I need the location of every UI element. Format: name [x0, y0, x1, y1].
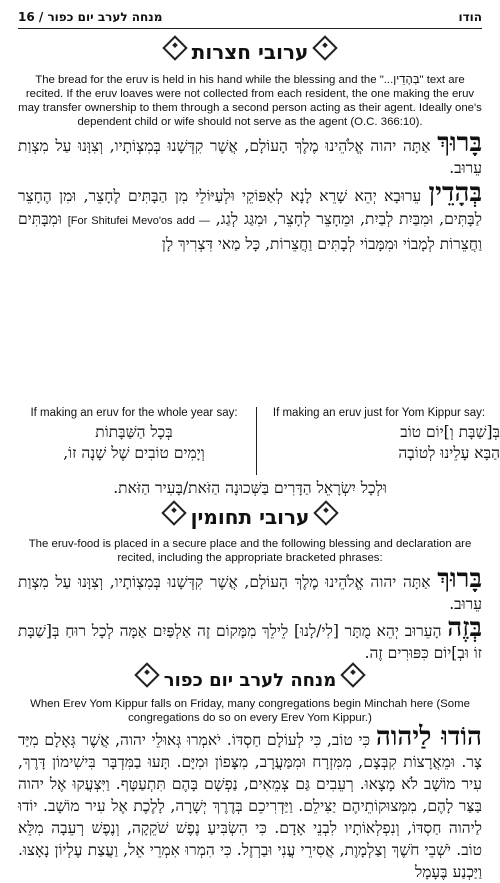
bracha-text: אַתָּה יהוה אֱלֹהֵינוּ מֶלֶךְ הָעוֹלָם, אֲשֶׁר קִדְּשָׁנוּ בְּמִצְוֹתָיו, וְצִוָּנוּ עַל מִצְוַת עֵרוּב.: [18, 573, 482, 613]
yom-kippur-option: [258, 407, 500, 475]
ornament-icon: [161, 500, 186, 525]
mincha-title: [0, 668, 500, 691]
section-title-text: מנחה לערב יום כפור: [163, 670, 337, 691]
eruv-options: [18, 407, 500, 475]
hodu-opening-words: הוֹדוּ לַיהוה: [375, 722, 482, 752]
yom-kippur-caption: If making an eruv just for Yom Kippur say:: [272, 407, 486, 419]
shitufei-note-text: For Shitufei Mevo'os add: [70, 215, 195, 227]
eruv-techumin-declaration: [18, 613, 482, 664]
yom-kippur-line-1: בְּ[שַׁבָּת וְ]יוֹם טוֹב: [400, 423, 500, 441]
eruv-chatzeros-declaration: [18, 178, 482, 256]
ornament-icon: [134, 662, 159, 687]
eruv-techumin-bracha: [18, 564, 482, 615]
section-title-text: ערובי תחומין: [190, 505, 310, 529]
bracha-text: אַתָּה יהוה אֱלֹהֵינוּ מֶלֶךְ הָעוֹלָם, אֲשֶׁר קִדְּשָׁנוּ בְּמִצְוֹתָיו, וְצִוָּנוּ עַל מִצְוַת עֵרוּב.: [18, 137, 482, 177]
whole-year-caption: If making an eruv for the whole year say:: [30, 407, 238, 419]
ornament-icon: [341, 662, 366, 687]
declaration-end: וּמִבָּתִּים וַחֲצֵרוֹת לְמָבוֹי וּמִמָּבוֹי לְבָתִּים וַחֲצֵרוֹת, כָּל מַאי דִּצְרִיךְ לָן: [18, 210, 482, 253]
section-title-text: ערובי חצרות: [191, 40, 309, 64]
column-divider: [256, 407, 257, 475]
page-header-title: 16 / מנחה לערב יום כפור: [18, 10, 163, 24]
eruv-chatzeros-instruction: The bread for the eruv is held in his hand while the blessing and the "...בְּהָדֵין" text are recited. If the eruv loaves were not collected from each resident, the one making the eruv may transfer ownership to them through a second person acting as their agent. Ideally one's dependent child or wife should not serve as the agent (O.C. 366:10).: [18, 74, 482, 128]
whole-year-line-2: וְיָמִים טוֹבִים שֶׁל שָׁנָה זוֹ,: [63, 444, 205, 462]
whole-year-option: [18, 407, 250, 475]
declaration-text: הָעֵרוּב יְהֵא מֻתָּר [לִי/לָנוּ] לֵילֵךְ מִמָּקוֹם זֶה אַלְפַּיִם אַמָּה לְכָל רוּחַ בְּ[שַׁבָּת זוֹ וּבְ]יוֹם כִּפּוּרִים זֶה.: [18, 622, 482, 662]
whole-year-line-1: בְּכָל הַשַּׁבָּתוֹת: [95, 423, 173, 441]
bracha-opening-word: בָּרוּךְ: [437, 128, 482, 158]
page-header-section: הודו: [458, 10, 482, 24]
bracha-opening-word: בָּרוּךְ: [437, 564, 482, 594]
hodu-paragraph: [18, 722, 482, 881]
ornament-icon: [162, 35, 187, 60]
eruv-chatzeros-title: [0, 40, 500, 64]
declaration-text: עֵרוּבָא יְהֵא שָׁרֵא לָנָא לְאַפּוֹקֵי וּלְעַיּוֹלֵי מִן הַבָּתִּים לֶחָצֵר, וּמִן הֶחָצֵר לַבָּתִּים, וּמִבַּיִת לְבַיִת, וּמֵחָצֵר לְחָצֵר, וּמִגַּג לְגַג,: [18, 187, 482, 228]
hodu-text: כִּי טוֹב, כִּי לְעוֹלָם חַסְדּוֹ. יֹאמְרוּ גְּאוּלֵי יהוה, אֲשֶׁר גְּאָלָם מִיַּד צָר. וּמֵאֲרָצוֹת קִבְּצָם, מִמִּזְרָח וּמִמַּעֲרָב, מִצָּפוֹן וּמִיָּם. תָּעוּ בַמִּדְבָּר בִּישִׁימוֹן דָּרֶךְ, עִיר מוֹשָׁב לֹא מָצָאוּ. רְעֵבִים גַּם צְמֵאִים, נַפְשָׁם בָּהֶם תִּתְעַטָּף. וַיִּצְעֲקוּ אֶל יהוה בַּצַּר לָהֶם, מִמְּצוּקוֹתֵיהֶם יַצִּילֵם. וַיַּדְרִיכֵם בְּדֶרֶךְ יְשָׁרָה, לָלֶכֶת אֶל עִיר מוֹשָׁב. יוֹדוּ לַיהוה חַסְדּוֹ, וְנִפְלְאוֹתָיו לִבְנֵי אָדָם. כִּי הִשְׂבִּיעַ נֶפֶשׁ שֹׁקֵקָה, וְנֶפֶשׁ רְעֵבָה מִלֵּא טוֹב. יֹשְׁבֵי חֹשֶׁךְ וְצַלְמָוֶת, אֲסִירֵי עֳנִי וּבַרְזֶל. כִּי הִמְרוּ אִמְרֵי אֵל, וַעֲצַת עֶלְיוֹן נָאָצוּ. וַיַּכְנַע בֶּעָמָל: [18, 731, 482, 881]
eruv-techumin-title: [0, 505, 500, 529]
ornament-icon: [313, 35, 338, 60]
page-header: [18, 10, 482, 29]
eruv-closing-line: וּלְכָל יִשְׂרָאֵל הַדָּרִים בַּשְּׁכוּנָה הַזֹּאת/בָּעִיר הַזֹּאת.: [113, 479, 387, 497]
yom-kippur-line-2: הַבָּא עָלֵינוּ לְטוֹבָה: [398, 444, 500, 462]
ornament-icon: [314, 500, 339, 525]
eruv-chatzeros-bracha: [18, 128, 482, 179]
eruv-techumin-instruction: The eruv-food is placed in a secure place and the following blessing and declaration are recited, including the appropriate bracketed phrases:: [28, 538, 472, 564]
declaration-opening-word: בְּזֶה: [447, 613, 482, 643]
mincha-instruction: When Erev Yom Kippur falls on Friday, many congregations begin Minchah here (Some congregations do so on every Erev Yom Kippur.): [30, 698, 470, 724]
shitufei-note: [For Shitufei Mevo'os add —: [67, 215, 210, 227]
declaration-opening-word: בְּהָדֵין: [428, 178, 482, 208]
